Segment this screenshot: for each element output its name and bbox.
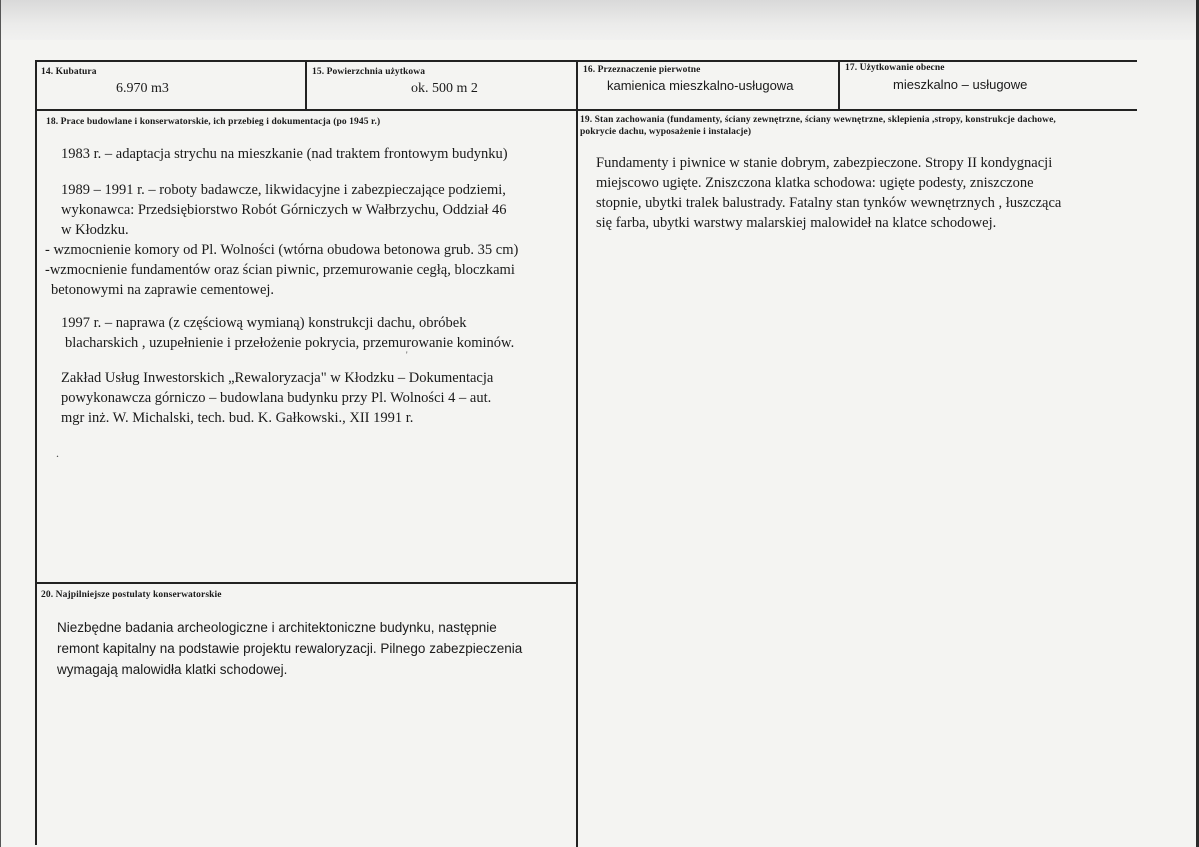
field-14-label: 14. Kubatura: [41, 67, 97, 77]
col-divider-17: [838, 60, 840, 111]
left-border: [35, 60, 37, 845]
section-20-divider: [36, 582, 577, 584]
condition-line-4: się farba, ubytki warstwy malarskiej malowideł na klatce schodowej.: [596, 215, 997, 231]
entry-1997-line-1: 1997 r. – naprawa (z częściową wymianą) konstrukcji dachu, obróbek: [61, 315, 467, 331]
postulate-line-2: remont kapitalny na podstawie projektu rewaloryzacji. Pilnego zabezpieczenia: [57, 641, 523, 656]
row-divider: [36, 109, 1137, 111]
scan-tick-mark: ': [406, 350, 408, 360]
field-18-entry-1983: [61, 144, 508, 164]
field-19-label-line-1: 19. Stan zachowania (fundamenty, ściany zewnętrzne, ściany wewnętrzne, sklepienia ,stropy, konstrukcje dachowe,: [580, 115, 1056, 125]
postulate-line-3: wymagają malowidła klatki schodowej.: [57, 662, 288, 677]
field-20-text: [57, 617, 522, 680]
field-19-label-line-2: pokrycie dachu, wyposażenie i instalacje): [580, 127, 752, 137]
field-20-label: 20. Najpilniejsze postulaty konserwatorskie: [41, 590, 222, 600]
scan-top-band: [0, 0, 1199, 40]
field-17-value: mieszkalno – usługowe: [893, 77, 1028, 92]
entry-1989-line-3: w Kłodzku.: [61, 222, 129, 238]
entry-1989-line-1: 1989 – 1991 r. – roboty badawcze, likwidacyjne i zabezpieczające podziemi,: [61, 182, 506, 198]
entry-1983-line: 1983 r. – adaptacja strychu na mieszkanie (nad traktem frontowym budynku): [61, 146, 508, 162]
field-15-value: ok. 500 m 2: [411, 81, 478, 96]
col-divider-15: [305, 60, 307, 111]
condition-line-2: miejscowo ugięte. Zniszczona klatka schodowa: ugięte podesty, zniszczone: [596, 175, 1034, 191]
postulate-line-1: Niezbędne badania archeologiczne i architektoniczne budynku, następnie: [57, 620, 497, 635]
entry-1997-line-2: blacharskich , uzupełnienie i przełożenie pokrycia, przemurowanie kominów.: [65, 335, 515, 351]
field-17-label: 17. Użytkowanie obecne: [845, 63, 945, 73]
entry-1989-line-5: -wzmocnienie fundamentów oraz ścian piwnic, przemurowanie cegłą, bloczkami: [45, 262, 515, 278]
field-16-value: kamienica mieszkalno-usługowa: [607, 78, 794, 93]
field-18-entry-1989: [45, 180, 518, 300]
documentation-line-3: mgr inż. W. Michalski, tech. bud. K. Gałkowski., XII 1991 r.: [61, 410, 414, 426]
top-border: [36, 60, 1137, 62]
documentation-line-2: powykonawcza górniczo – budowlana budynku przy Pl. Wolności 4 – aut.: [61, 390, 492, 406]
field-19-text: [596, 153, 1061, 233]
field-16-label: 16. Przeznaczenie pierwotne: [583, 65, 701, 75]
condition-line-3: stopnie, ubytki tralek balustrady. Fatalny stan tynków wewnętrznych , łuszcząca: [596, 195, 1062, 211]
condition-line-1: Fundamenty i piwnice w stanie dobrym, zabezpieczone. Stropy II kondygnacji: [596, 155, 1053, 171]
field-15-label: 15. Powierzchnia użytkowa: [312, 67, 426, 77]
entry-1989-line-2: wykonawca: Przedsiębiorstwo Robót Górniczych w Wałbrzychu, Oddział 46: [61, 202, 507, 218]
field-18-label: 18. Prace budowlane i konserwatorskie, ich przebieg i dokumentacja (po 1945 r.): [46, 117, 381, 127]
col-divider-main: [576, 60, 578, 847]
scan-dot-mark: .: [56, 446, 59, 460]
field-18-documentation: [61, 368, 493, 428]
entry-1989-line-4: - wzmocnienie komory od Pl. Wolności (wtórna obudowa betonowa grub. 35 cm): [45, 242, 519, 258]
entry-1989-line-6: betonowymi na zaprawie cementowej.: [51, 282, 275, 298]
scan-left-edge: [0, 0, 1, 847]
field-14-value: 6.970 m3: [116, 81, 169, 96]
field-18-entry-1997: [61, 313, 514, 353]
documentation-line-1: Zakład Usług Inwestorskich „Rewaloryzacja" w Kłodzku – Dokumentacja: [61, 370, 494, 386]
